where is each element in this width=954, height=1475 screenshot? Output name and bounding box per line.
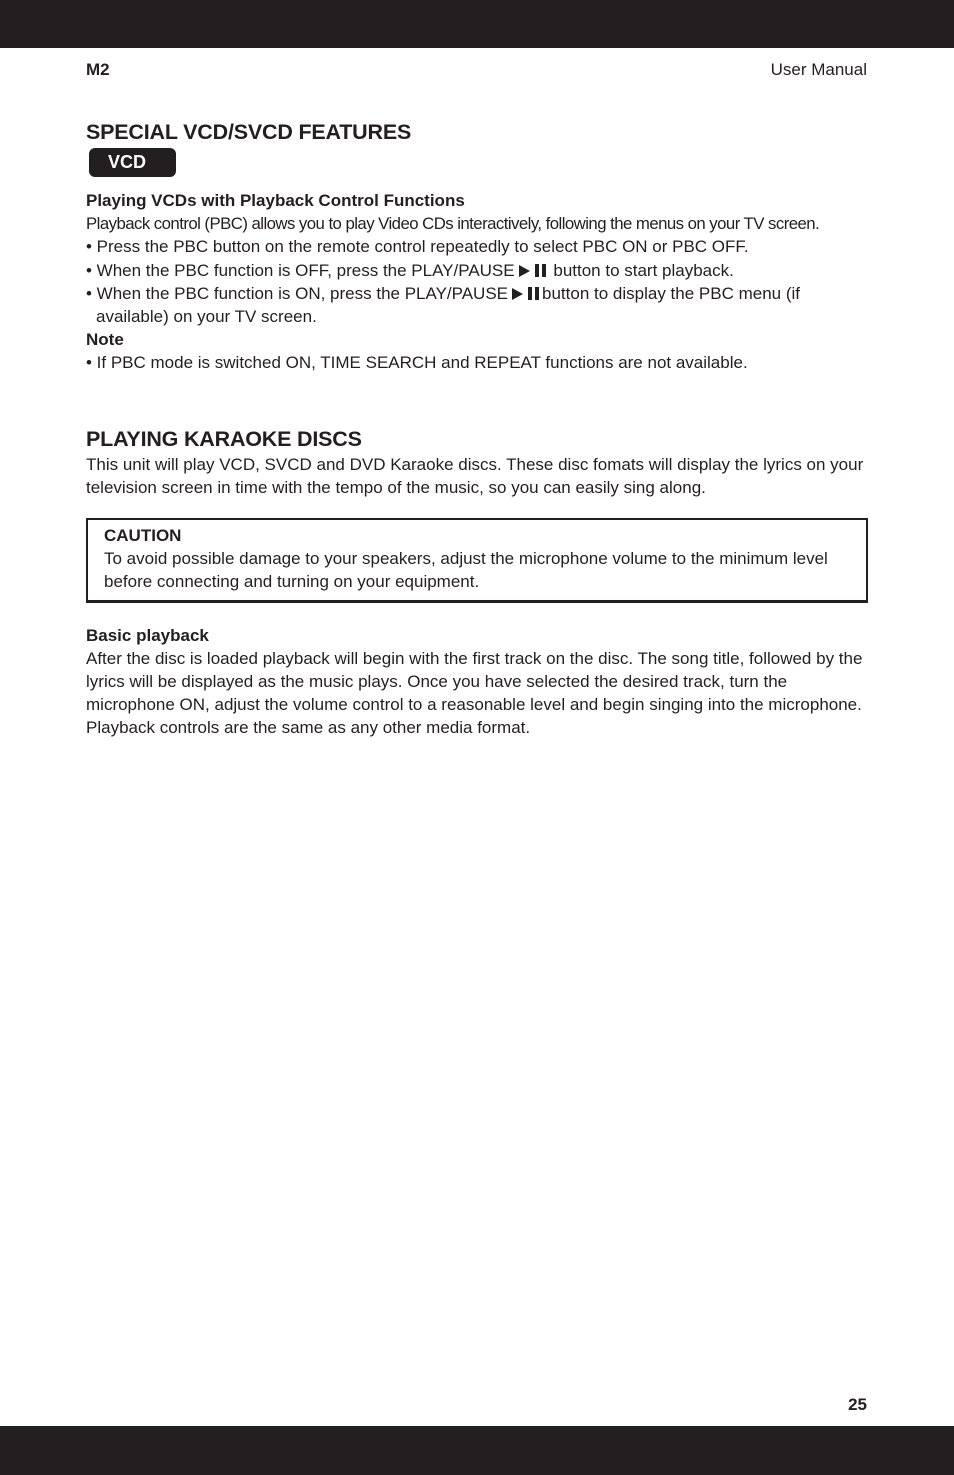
- document-title: User Manual: [770, 60, 867, 79]
- caution-text: To avoid possible damage to your speakers, adjust the microphone volume to the minimum level before connecting and turning on your equipment.: [104, 549, 828, 592]
- bullet-pbc-on-text-end: button to display the PBC menu (if available) on your TV screen.: [96, 283, 800, 327]
- basic-playback-heading: Basic playback: [86, 625, 209, 645]
- play-icon: [512, 288, 523, 300]
- page-content: [86, 118, 868, 740]
- model-label: M2: [86, 60, 110, 79]
- section-title-karaoke: PLAYING KARAOKE DISCS: [86, 426, 362, 451]
- caution-box: [86, 518, 868, 603]
- vcd-badge: VCD: [89, 148, 176, 177]
- note-text: • If PBC mode is switched ON, TIME SEARCH and REPEAT functions are not available.: [86, 353, 748, 373]
- caution-title: CAUTION: [104, 526, 182, 546]
- bullet-pbc-on-text: • When the PBC function is ON, press the PLAY/PAUSE: [86, 283, 509, 303]
- bullet-pbc-off-text: • When the PBC function is OFF, press the PLAY/PAUSE: [86, 260, 515, 280]
- footer-bar: [0, 1426, 954, 1475]
- subheading-pbc: Playing VCDs with Playback Control Functions: [86, 191, 465, 210]
- pause-icon: [528, 287, 540, 300]
- header-bar: [0, 0, 954, 48]
- basic-playback-text: After the disc is loaded playback will begin with the first track on the disc. The song title, followed by the lyrics will be displayed as the music plays. Once you have selected the desired track, turn the microphone ON, adjust the volume control to a reasonable level and begin singing into the microphone. Playback controls are the same as any other media format.: [86, 648, 863, 738]
- play-icon: [519, 265, 530, 277]
- bullet-pbc-on: [86, 282, 868, 328]
- pause-icon: [535, 264, 547, 277]
- section-title-vcd: SPECIAL VCD/SVCD FEATURES: [86, 120, 412, 144]
- bullet-pbc-off-text-end: button to start playback.: [553, 260, 734, 280]
- page-number: 25: [848, 1395, 867, 1414]
- pbc-intro: Playback control (PBC) allows you to play Video CDs interactively, following the menus on your TV screen.: [86, 214, 820, 234]
- bullet-pbc-toggle: • Press the PBC button on the remote control repeatedly to select PBC ON or PBC OFF.: [86, 237, 749, 257]
- karaoke-section: [86, 425, 868, 740]
- note-label: Note: [86, 330, 124, 350]
- bullet-pbc-off: [86, 259, 868, 282]
- karaoke-intro: This unit will play VCD, SVCD and DVD Karaoke discs. These disc fomats will display the lyrics on your television screen in time with the tempo of the music, so you can easily sing along.: [86, 454, 864, 497]
